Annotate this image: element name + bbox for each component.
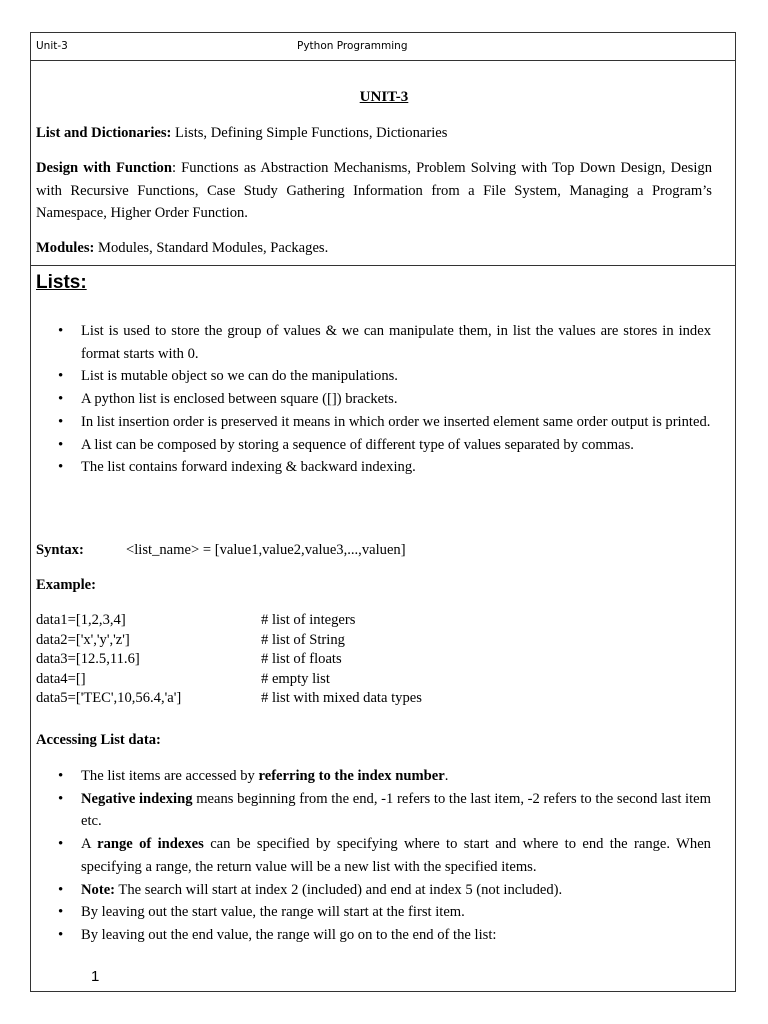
list-item xyxy=(58,879,711,902)
access-p2-bold: Negative indexing xyxy=(81,790,193,807)
example-comment-3: # list of floats xyxy=(261,651,342,667)
access-p2-post: means beginning from the end, -1 refers to the last item, -2 refers to the second last item etc. xyxy=(81,790,711,830)
example-code-4: data4=[] xyxy=(36,670,86,687)
accessing-label-text: Accessing List data: xyxy=(36,732,161,748)
header-subject: Python Programming xyxy=(297,40,408,52)
header-divider xyxy=(30,60,736,61)
list-item: • The list contains forward indexing & backward indexing. xyxy=(58,456,711,479)
access-p4-bold: Note: xyxy=(81,881,116,898)
list-item: • List is used to store the group of values & we can manipulate them, in list the values are stores in index format starts with 0. xyxy=(58,320,711,365)
section-divider xyxy=(30,265,736,266)
list-item: • By leaving out the end value, the range will go on to the end of the list: xyxy=(58,924,711,947)
syntax-label: Syntax: xyxy=(36,542,84,558)
syllabus-design-label: Design with Function xyxy=(36,160,172,176)
list-points xyxy=(58,320,711,479)
list-item xyxy=(58,765,711,788)
page-number: 1 xyxy=(91,968,100,985)
example-code-2: data2=['x','y','z'] xyxy=(36,631,130,648)
access-p3-post: can be specified by specifying where to start and where to end the range. When specifying a range, the return value will be a new list with the specified items. xyxy=(81,836,711,875)
example-code-5: data5=['TEC',10,56.4,'a'] xyxy=(36,690,182,706)
list-item: • List is mutable object so we can do the manipulations. xyxy=(58,365,711,388)
list-item: • By leaving out the start value, the range will start at the first item. xyxy=(58,901,711,924)
header-unit: Unit-3 xyxy=(36,40,68,52)
page-title: UNIT-3 xyxy=(359,89,409,105)
access-p3-pre: A xyxy=(81,836,98,853)
access-points xyxy=(58,765,711,947)
syntax-text: <list_name> = [value1,value2,value3,...,valuen] xyxy=(126,542,406,558)
syllabus-design-text: : Functions as Abstraction Mechanisms, Problem Solving with Top Down Design, Design with Recursive Functions, Case Study Gathering Information from a File System, Managing a Program’s Namespace, Higher Order Function. xyxy=(36,160,712,221)
syntax-line xyxy=(36,539,712,562)
syllabus-list-dict-text: Lists, Defining Simple Functions, Dictionaries xyxy=(171,125,448,141)
example-comment-4: # empty list xyxy=(261,670,330,687)
accessing-label xyxy=(36,729,712,752)
access-p1-post: . xyxy=(444,768,449,784)
list-item: • In list insertion order is preserved it means in which order we inserted element same order output is printed. xyxy=(58,411,711,434)
access-p1-bold: referring to the index number xyxy=(258,768,445,784)
example-comment-1: # list of integers xyxy=(261,612,356,628)
list-item xyxy=(58,788,711,833)
example-code-3: data3=[12.5,11.6] xyxy=(36,651,140,667)
access-p4-post: The search will start at index 2 (included) and end at index 5 (not included). xyxy=(115,881,563,898)
list-item: • A python list is enclosed between square ([]) brackets. xyxy=(58,388,711,411)
list-item xyxy=(58,833,711,878)
syllabus-design xyxy=(36,157,712,225)
access-p3-bold: range of indexes xyxy=(97,836,204,853)
syllabus-modules-label: Modules: xyxy=(36,240,95,256)
example-label xyxy=(36,574,712,597)
example-comment-2: # list of String xyxy=(261,631,345,648)
syllabus-list-dict-label: List and Dictionaries: xyxy=(36,125,172,141)
example-comment-5: # list with mixed data types xyxy=(261,690,422,706)
lists-heading: Lists: xyxy=(36,272,87,293)
syllabus-modules xyxy=(36,237,712,260)
access-p1-pre: The list items are accessed by xyxy=(81,768,259,784)
example-label-text: Example: xyxy=(36,577,96,593)
example-code-1: data1=[1,2,3,4] xyxy=(36,612,126,628)
syllabus-modules-text: Modules, Standard Modules, Packages. xyxy=(94,240,329,256)
list-item: • A list can be composed by storing a sequence of different type of values separated by commas. xyxy=(58,434,711,457)
syllabus-list-dict xyxy=(36,122,712,145)
